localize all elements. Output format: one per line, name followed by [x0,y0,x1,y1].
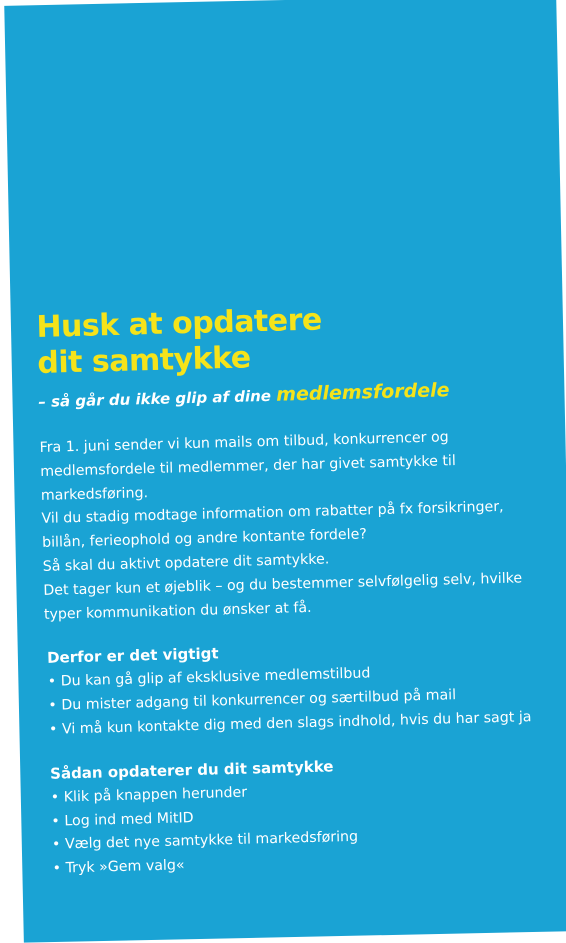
list-item: • Du kan gå glip af eksklusive medlemstilbud [47,658,545,695]
why-list [47,658,547,742]
list-item: • Klik på knappen herunder [50,774,548,811]
how-heading: Sådan opdaterer du dit samtykke [49,757,334,783]
body-paragraph-3: Så skal du aktivt opdatere dit samtykke. [42,551,330,575]
subheadline [38,377,538,413]
list-item: • Vi må kun kontakte dig med den slags indhold, hvis du har sagt ja [49,706,547,743]
subheadline-prefix: – så går du ikke glip af dine [38,386,277,411]
headline-line-1: Husk at opdatere [36,302,323,345]
why-heading: Derfor er det vigtigt [46,644,219,668]
list-item: • Vælg det nye samtykke til markedsføring [52,821,550,858]
body-paragraph-4: Det tager kun et øjeblik – og du bestemmer selvfølgelig selv, hvilke typer kommunikation du ønsker at få. [43,570,523,623]
body-paragraph-1: Fra 1. juni sender vi kun mails om tilbud, konkurrencer og medlemsfordele til medlemmer, der har givet samtykke til markedsføring. [39,429,457,504]
headline-line-2: dit samtykke [36,340,252,381]
body-text [39,424,544,627]
list-item: • Log ind med MitID [51,797,549,834]
list-item: • Tryk »Gem valg« [52,845,550,882]
headline [36,297,538,382]
how-list [50,774,550,882]
subheadline-accent: medlemsfordele [275,379,450,406]
list-item: • Du mister adgang til konkurrencer og særtilbud på mail [48,682,546,719]
consent-notice [36,297,551,882]
body-paragraph-2: Vil du stadig modtage information om rabatter på fx forsikringer, billån, ferieophold og andre kontante fordele? [41,499,504,552]
